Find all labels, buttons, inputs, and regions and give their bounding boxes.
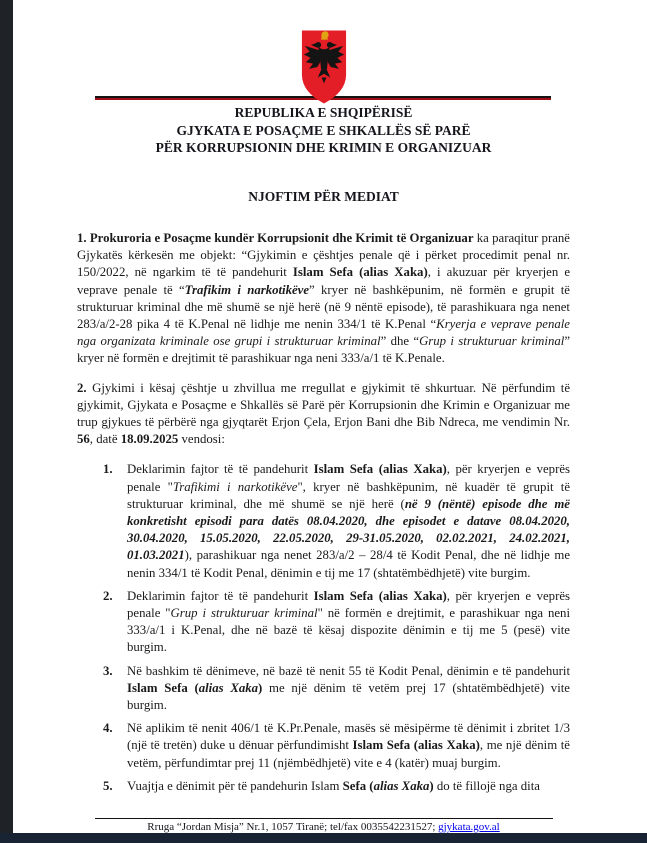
- decision-item-number: 4.: [103, 721, 113, 736]
- footer-address: [77, 819, 570, 834]
- paragraph-1: 1. Prokuroria e Posaçme kundër Korrupsionit dhe Krimit të Organizuar ka paraqitur pranë Gjykatës kërkesën me objekt: “Gjykimin e çështjes penale që i përket procedimit penal nr. 150/2022, në ngarkim të të pandehurit Islam Sefa (alias Xaka), i akuzuar për kryerjen e veprave penale të “Trafikim i narkotikëve” kryer në bashkëpunim, në formën e grupit të strukturuar kriminal dhe më shumë se një herë (në 9 nëntë episode), të parashikuara nga nenet 283/a/2-28 pika 4 të K.Penal në lidhje me nenin 334/1 të K.Penal “Kryerja e veprave penale nga organizata kriminale ose grupi i strukturuar kriminal” dhe “Grup i strukturuar kriminal” kryer në formën e drejtimit të parashikuar nga neni 333/a/1 të K.Penale.: [77, 231, 570, 366]
- decision-item-1: [103, 461, 570, 581]
- footer-address-text: Rruga “Jordan Misja” Nr.1, 1057 Tiranë; tel/fax 0035542231527;: [147, 821, 439, 833]
- viewer-bottom-edge: [0, 833, 647, 843]
- albania-coat-of-arms-icon: [300, 28, 348, 106]
- header-line-republic: REPUBLIKA E SHQIPËRISË: [234, 105, 413, 120]
- document-page: [13, 0, 647, 843]
- decision-item-2: [103, 588, 570, 657]
- court-website-link[interactable]: gjykata.gov.al: [438, 821, 500, 833]
- viewer-left-edge: [0, 0, 13, 843]
- decision-item-text: Në bashkim të dënimeve, në bazë të nenit 55 të Kodit Penal, dënimin e të pandehurit Islam Sefa (alias Xaka) me një dënim të vetëm prej 17 (shtatëmbëdhjetë) vite burgim.: [127, 663, 570, 713]
- paragraph-2: 2. Gjykimi i kësaj çështje u zhvillua me rregullat e gjykimit të shkurtuar. Në përfundim të gjykimit, Gjykata e Posaçme e Shkallës së Parë për Korrupsionin dhe Krimin e Organizuar me trup gjykues të përbërë nga gjyqtarët Erjon Çela, Erjon Bani dhe Bib Ndreca, me vendimin Nr. 56, datë 18.09.2025 vendosi:: [77, 380, 570, 447]
- decision-list: [77, 461, 570, 795]
- page-footer: [77, 818, 570, 834]
- decision-item-text: Vuajtja e dënimit për të pandehurin Islam Sefa (alias Xaka) do të fillojë nga dita: [127, 778, 540, 793]
- decision-item-text: Në aplikim të nenit 406/1 të K.Pr.Penale, masës së mësipërme të dënimit i zbritet 1/3 (një të tretën) duke u dënuar përfundimisht Islam Sefa (alias Xaka), me një dënim të vetëm, përfundimtar prej 11 (njëmbëdhjetë) vite e 4 (katër) muaj burgim.: [127, 721, 570, 770]
- decision-item-4: [103, 720, 570, 772]
- decision-item-5: [103, 778, 570, 795]
- page-content: [77, 0, 570, 795]
- decision-item-number: 3.: [103, 663, 113, 678]
- document-title: NJOFTIM PËR MEDIAT: [248, 189, 399, 204]
- letterhead: [77, 0, 570, 160]
- header-line-jurisdiction: PËR KORRUPSIONIN DHE KRIMIN E ORGANIZUAR: [155, 140, 492, 155]
- decision-item-3: [103, 663, 570, 715]
- decision-item-number: 5.: [103, 778, 113, 793]
- decision-item-text: Deklarimin fajtor të të pandehurit Islam Sefa (alias Xaka), për kryerjen e veprës penale "Grup i strukturuar kriminal" në formën e drejtimit, e parashikuar nga neni 333/a/1 i K.Penal, dhe në bazë të kësaj dispozite dënimin e tij me 5 (pesë) vite burgim.: [127, 588, 571, 655]
- decision-item-number: 2.: [103, 588, 113, 603]
- letterhead-titles: [77, 104, 570, 157]
- header-line-court: GJYKATA E POSAÇME E SHKALLËS SË PARË: [176, 122, 471, 138]
- decision-item-text: Deklarimin fajtor të të pandehurit Islam Sefa (alias Xaka), për kryerjen e veprës penale "Trafikimi i narkotikëve", kryer në bashkëpunim, në kuadër të grupit të strukturuar kriminal, dhe më shumë se një herë (në 9 (nëntë) episode dhe më konkretisht episodi para datës 08.04.2020, dhe episodet e datave 08.04.2020, 30.04.2020, 15.05.2020, 22.05.2020, 29-31.05.2020, 02.02.2021, 24.02.2021, 01.03.2021), parashikuar nga nenet 283/a/2 – 28/4 të Kodit Penal, dhe në lidhje me nenin 334/1 të Kodit Penal, dënimin e tij me 17 (shtatëmbëdhjetë) vite burgim.: [127, 462, 570, 580]
- decision-item-number: 1.: [103, 462, 113, 477]
